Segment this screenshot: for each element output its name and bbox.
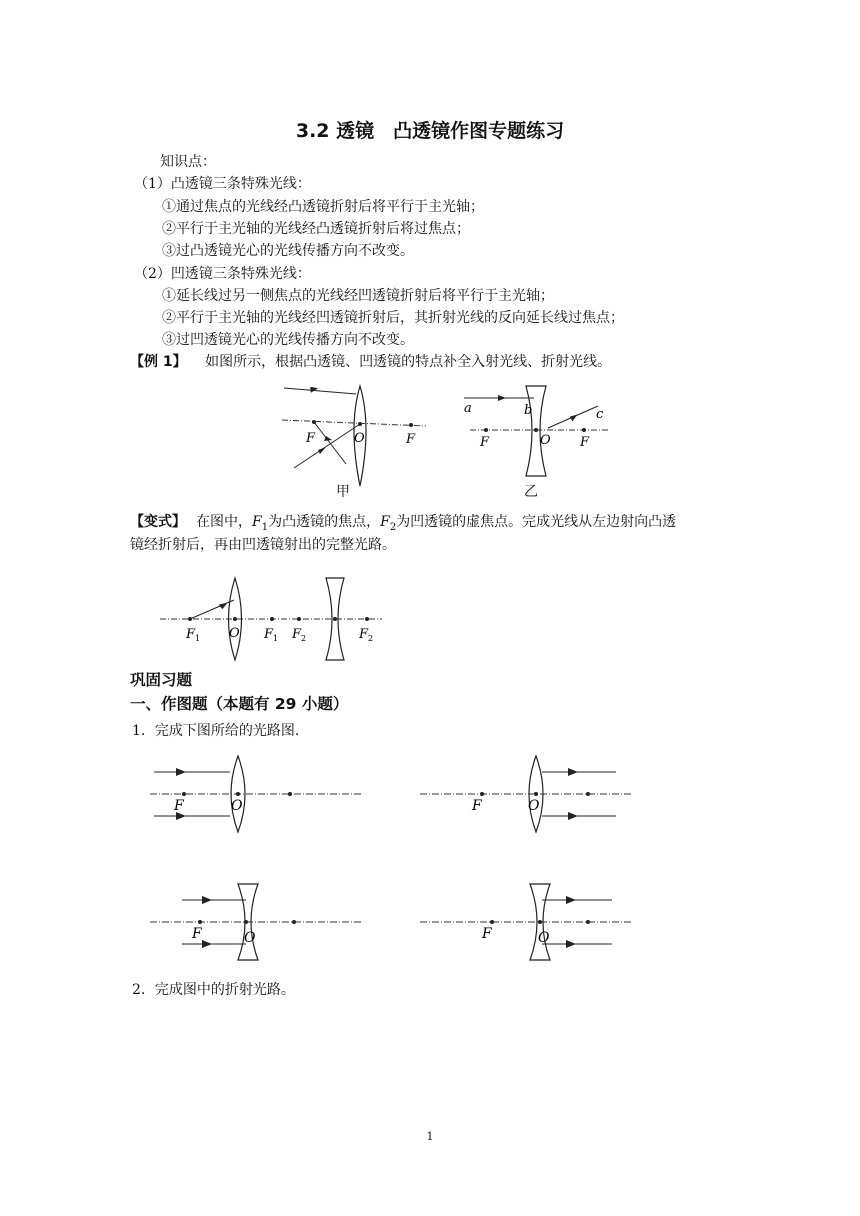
variant-text-b: 为凸透镜的焦点， (268, 514, 381, 530)
concave-item-1: ①延长线过另一侧焦点的光线经凹透镜折射后将平行于主光轴； (162, 288, 554, 304)
arrow-head (566, 940, 576, 948)
label-f: F (192, 926, 202, 942)
focus-point-right (288, 792, 292, 796)
label-f: F (174, 798, 184, 814)
label-f: F (482, 926, 492, 942)
example1-figure-jia (280, 380, 440, 500)
focus-f2-left (297, 617, 301, 621)
focus-point-left (182, 792, 186, 796)
focus-point-left (198, 920, 202, 924)
variant-tag: 【变式】 (130, 514, 186, 530)
label-o: O (231, 798, 243, 814)
arrow-head (568, 768, 578, 776)
focus-f2-right (365, 617, 369, 621)
arrow-head (318, 447, 326, 454)
label-b: b (524, 403, 533, 418)
label-f-right: F (580, 435, 590, 450)
q1-figure-3 (146, 880, 372, 966)
label-f2-right: F (359, 627, 369, 642)
variant-text-c: 为凹透镜的虚焦点。完成光线从左边射向凸透 (396, 514, 677, 530)
label-o: O (244, 930, 256, 946)
focus-point-right (409, 423, 413, 427)
ray-through-o (294, 424, 360, 468)
optical-center (236, 792, 240, 796)
label-f1-left: F (186, 627, 196, 642)
focus-point-right (292, 920, 296, 924)
label-f2-left: F (292, 627, 302, 642)
label-f2-left-sub: 2 (301, 634, 307, 643)
concave-item-2: ②平行于主光轴的光线经凹透镜折射后，其折射光线的反向延长线过焦点； (162, 310, 624, 326)
label-f1-left-sub: 1 (195, 634, 201, 643)
arrow-head (566, 896, 576, 904)
variant-figure (156, 574, 386, 666)
page-number: 1 (426, 1130, 434, 1143)
consolidate-heading: 巩固习题 (130, 671, 193, 689)
arrow-head (498, 395, 506, 401)
optical-center (534, 792, 538, 796)
focus-point-right (586, 920, 590, 924)
focus-point-right (582, 428, 586, 432)
label-c: c (596, 407, 604, 422)
page-title: 3.2 透镜 凸透镜作图专题练习 (295, 120, 565, 142)
convex-item-1: ①通过焦点的光线经凸透镜折射后将平行于主光轴； (162, 199, 484, 215)
label-f2-right-sub: 2 (368, 634, 374, 643)
label-f1-right-sub: 1 (273, 634, 279, 643)
q1-figure-4 (416, 880, 642, 966)
label-f-right: F (406, 432, 416, 447)
focus-f1-right (270, 617, 274, 621)
focus-point-left (490, 920, 494, 924)
convex-heading: （1）凸透镜三条特殊光线： (134, 176, 311, 192)
arrow-head (176, 768, 186, 776)
convex-item-3: ③过凸透镜光心的光线传播方向不改变。 (162, 243, 414, 259)
label-o: O (528, 798, 540, 814)
label-f: F (472, 798, 482, 814)
question-1: 1．完成下图所给的光路图. (132, 723, 300, 739)
question-2: 2．完成图中的折射光路。 (132, 982, 295, 998)
label-o: O (540, 433, 551, 448)
arrow-head (202, 940, 212, 948)
optical-center-concave (333, 617, 337, 621)
optical-center (358, 422, 362, 426)
arrow-head (310, 387, 318, 394)
knowledge-label: 知识点： (160, 154, 216, 170)
example1-tag: 【例 1】 (130, 354, 187, 370)
optical-center (244, 920, 248, 924)
variant-f1-sub: 1 (261, 521, 269, 533)
arrow-head (219, 603, 229, 610)
arrow-head (568, 812, 578, 820)
focus-point-left (480, 792, 484, 796)
example1-text: 如图所示，根据凸透镜、凹透镜的特点补全入射光线、折射光线。 (205, 354, 612, 370)
label-f-left: F (306, 431, 316, 446)
q1-figure-2 (416, 752, 642, 838)
variant-text-a: 在图中， (196, 514, 252, 530)
label-f-left: F (480, 435, 490, 450)
concave-heading: （2）凹透镜三条特殊光线： (134, 266, 311, 282)
optical-center-convex (233, 617, 237, 621)
focus-f1-left (188, 617, 192, 621)
convex-item-2: ②平行于主光轴的光线经凸透镜折射后将过焦点； (162, 221, 470, 237)
variant-f2-sub: 2 (389, 521, 397, 533)
ray-parallel (284, 388, 356, 394)
caption-yi: 乙 (524, 484, 538, 500)
label-o: O (354, 431, 365, 446)
variant-text-line2: 镜经折射后，再由凹透镜射出的完整光路。 (130, 537, 396, 553)
label-o: O (538, 930, 550, 946)
focus-point-right (586, 792, 590, 796)
section1-heading: 一、作图题（本题有 29 小题） (130, 695, 349, 713)
optical-center (534, 428, 538, 432)
variant-f2: F (380, 514, 390, 530)
ray-through-f (314, 422, 346, 464)
concave-item-3: ③过凹透镜光心的光线传播方向不改变。 (162, 332, 414, 348)
arrow-head (202, 896, 212, 904)
focus-point-left (484, 428, 488, 432)
label-a: a (464, 401, 472, 416)
example1-figure-yi (460, 384, 620, 484)
variant-f1: F (252, 514, 262, 530)
label-o: O (229, 626, 240, 641)
label-f1-right: F (264, 627, 274, 642)
focus-point-left (312, 420, 316, 424)
caption-jia: 甲 (336, 484, 350, 500)
optical-center (538, 920, 542, 924)
q1-figure-1 (146, 752, 372, 838)
